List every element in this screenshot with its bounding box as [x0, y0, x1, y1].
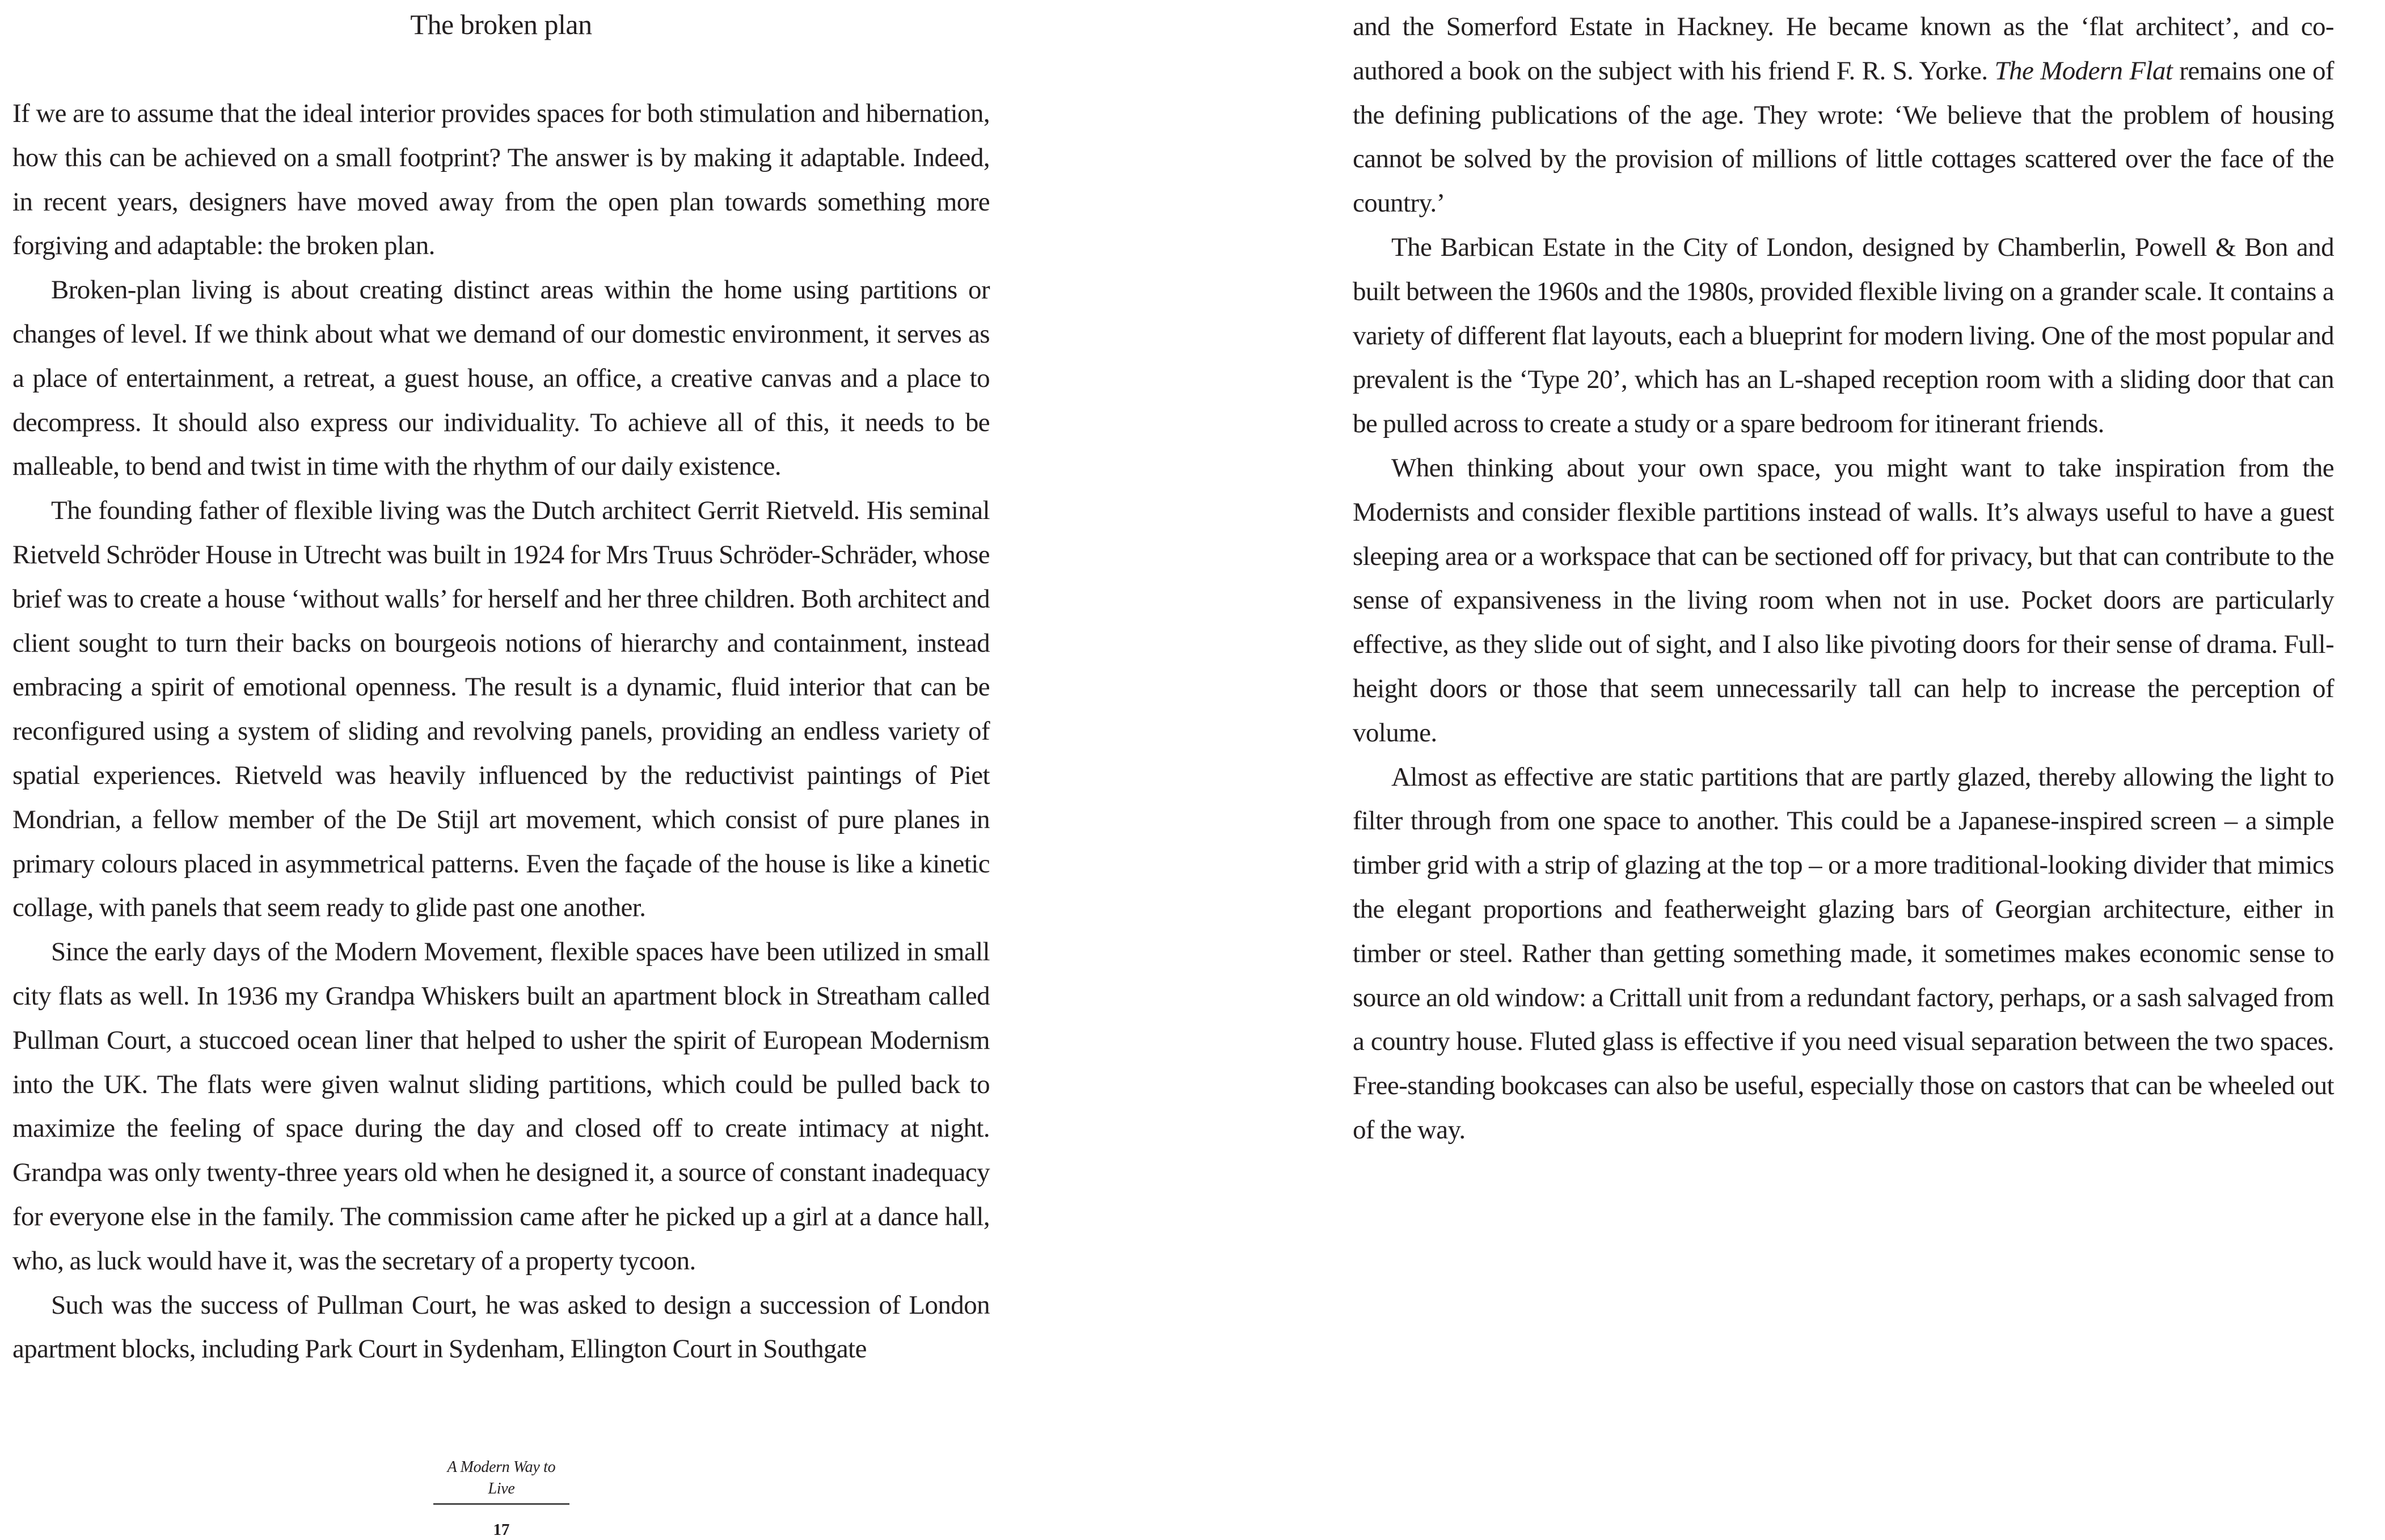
- left-page: [0, 0, 1191, 1539]
- paragraph-text: and the Somerford Estate in Hackney. He became known as the ‘flat architect’, and co-authored a book on the subject with his friend F. R. S. Yorke.: [1353, 12, 2334, 86]
- page-number: 17: [493, 1521, 510, 1539]
- paragraph-text: remains one of the defining publications of the age. They wrote: ‘We believe that the problem of housing cannot be solved by the provision of millions of little cottages scattered over the face of the country.’: [1353, 56, 2334, 218]
- left-body-text: [12, 92, 990, 1372]
- book-title-italic: The Modern Flat: [1994, 56, 2173, 86]
- chapter-title: The broken plan: [410, 9, 592, 40]
- left-page-footer: [433, 1457, 569, 1540]
- paragraph: Almost as effective are static partitions that are partly glazed, thereby allowing the light to filter through from one space to another. This could be a Japanese-inspired screen – a simple timber grid with a strip of glazing at the top – or a more traditional-looking divider that mimics the elegant proportions and featherweight glazing bars of Georgian architecture, either in timber or steel. Rather than getting something made, it sometimes makes economic sense to source an old window: a Crittall unit from a redundant factory, perhaps, or a sash salvaged from a country house. Fluted glass is effective if you need visual separation between the two spaces. Free-standing bookcases can also be useful, especially those on castors that can be wheeled out of the way.: [1353, 762, 2334, 1145]
- paragraph: The founding father of flexible living was the Dutch architect Gerrit Rietveld. His seminal Rietveld Schröder House in Utrecht was built in 1924 for Mrs Truus Schröder-Schräder, whose brief was to create a house ‘without walls’ for herself and her three children. Both architect and client sought to turn their backs on bourgeois notions of hierarchy and containment, instead embracing a spirit of emotional openness. The result is a dynamic, fluid interior that can be reconfigured using a system of sliding and revolving panels, providing an endless variety of spatial experiences. Rietveld was heavily influenced by the reductivist paintings of Piet Mondrian, a fellow member of the De Stijl art movement, which consist of pure planes in primary colours placed in asymmetrical patterns. Even the façade of the house is like a kinetic collage, with panels that seem ready to glide past one another.: [12, 496, 990, 923]
- paragraph: Broken-plan living is about creating distinct areas within the home using partitions or changes of level. If we think about what we demand of our domestic environment, it serves as a place of entertainment, a retreat, a guest house, an office, a creative canvas and a place to decompress. It should also express our individuality. To achieve all of this, it needs to be malleable, to bend and twist in time with the rhythm of our daily existence.: [12, 275, 990, 482]
- right-page: [1191, 0, 2385, 1534]
- paragraph: [1353, 5, 2334, 226]
- running-head: A Modern Way to Live: [433, 1457, 569, 1505]
- paragraph: Since the early days of the Modern Movement, flexible spaces have been utilized in small city flats as well. In 1936 my Grandpa Whiskers built an apartment block in Streatham called Pullman Court, a stuccoed ocean liner that helped to usher the spirit of European Modernism into the UK. The flats were given walnut sliding partitions, which could be pulled back to maximize the feeling of space during the day and closed off to create intimacy at night. Grandpa was only twenty-three years old when he designed it, a source of constant inadequacy for everyone else in the family. The commission came after he picked up a girl at a dance hall, who, as luck would have it, was the secretary of a property tycoon.: [12, 937, 990, 1276]
- paragraph: Such was the success of Pullman Court, he was asked to design a succession of London apartment blocks, including Park Court in Sydenham, Ellington Court in Southgate: [12, 1290, 990, 1364]
- paragraph: When thinking about your own space, you might want to take inspiration from the Modernists and consider flexible partitions instead of walls. It’s always useful to have a guest sleeping area or a workspace that can be sectioned off for privacy, but that can contribute to the sense of expansiveness in the living room when not in use. Pocket doors are particularly effective, as they slide out of sight, and I also like pivoting doors for their sense of drama. Full-height doors or those that seem unnecessarily tall can help to increase the perception of volume.: [1353, 453, 2334, 748]
- right-body-text: [1353, 5, 2334, 1153]
- paragraph: The Barbican Estate in the City of London, designed by Chamberlin, Powell & Bon and built between the 1960s and the 1980s, provided flexible living on a grander scale. It contains a variety of different flat layouts, each a blueprint for modern living. One of the most popular and prevalent is the ‘Type 20’, which has an L-shaped reception room with a sliding door that can be pulled across to create a study or a spare bedroom for itinerant friends.: [1353, 232, 2334, 439]
- paragraph: If we are to assume that the ideal interior provides spaces for both stimulation and hibernation, how this can be achieved on a small footprint? The answer is by making it adaptable. Indeed, in recent years, designers have moved away from the open plan towards something more forgiving and adaptable: the broken plan.: [12, 99, 990, 261]
